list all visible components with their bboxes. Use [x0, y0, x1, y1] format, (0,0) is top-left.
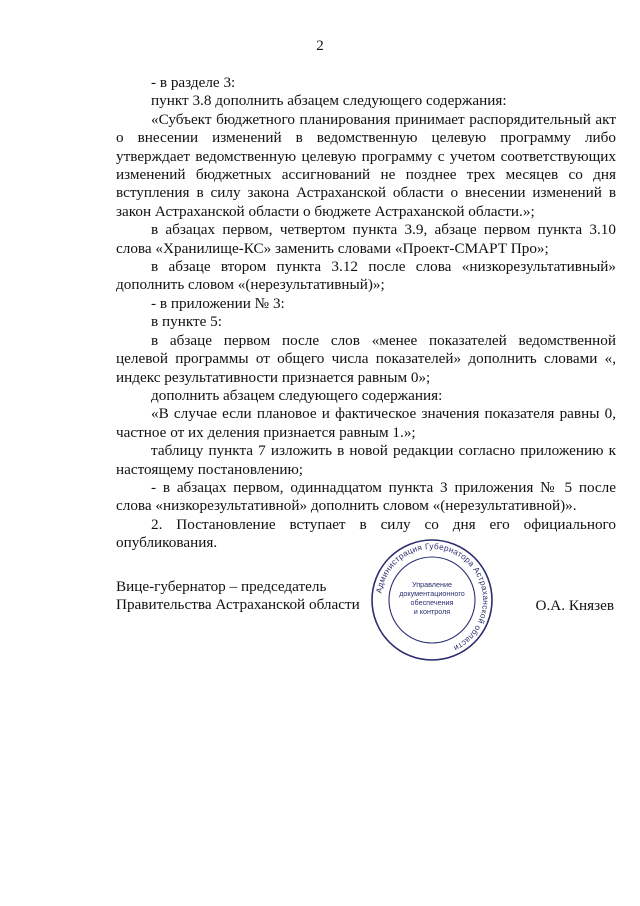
paragraph: - в приложении № 3:: [151, 294, 285, 312]
signatory-position: [116, 578, 360, 615]
stamp-outer-text: Администрация Губернатора Астраханской области: [374, 541, 491, 653]
paragraph: в абзаце втором пункта 3.12 после слова «низкорезультативный» дополнить словом «(нерезультативный)»;: [116, 258, 616, 294]
stamp-inner-line: Управление: [412, 580, 452, 589]
paragraph: пункт 3.8 дополнить абзацем следующего содержания:: [151, 92, 507, 110]
paragraph: - в разделе 3:: [151, 74, 236, 91]
stamp-inner-line: и контроля: [413, 607, 451, 616]
paragraph: в пункте 5:: [151, 313, 222, 331]
page-number: 2: [316, 38, 324, 54]
paragraph: 2. Постановление вступает в силу со дня его официального опубликования.: [116, 515, 616, 552]
paragraph: «Субъект бюджетного планирования принимает распорядительный акт о внесении изменений в ведомственную целевую программу либо утверждает ведомственную целевую программу с учетом соответствующих изменений бюджетных ассигнований не позднее трех месяцев со дня вступления в силу закона Астраханской области о внесении изменений в закон Астраханской области о бюджете Астраханской области.»;: [116, 110, 616, 220]
paragraph: в абзацах первом, четвертом пункта 3.9, абзаце первом пункта 3.10 слова «Хранилище-КС» заменить словами «Проект-СМАРТ Про»;: [116, 221, 616, 257]
signatory-name: О.А. Князев: [535, 597, 614, 614]
stamp-inner-line: документационного: [399, 589, 465, 598]
signatory-position-line: Вице-губернатор – председатель: [116, 578, 327, 595]
signatory-position-line: Правительства Астраханской области: [116, 596, 360, 614]
paragraph: дополнить абзацем следующего содержания:: [151, 386, 443, 404]
stamp-inner-line: обеспечения: [410, 598, 454, 607]
paragraph: таблицу пункта 7 изложить в новой редакции согласно приложению к настоящему постановлению;: [116, 442, 616, 478]
paragraph: «В случае если плановое и фактическое значения показателя равны 0, частное от их деления признается равным 1.»;: [116, 405, 616, 441]
official-stamp: [370, 538, 494, 662]
paragraph: - в абзацах первом, одиннадцатом пункта 3 приложения № 5 после слова «низкорезультативной» дополнить словом «(нерезультативной)».: [116, 478, 616, 515]
document-body: [116, 74, 616, 553]
paragraph: в абзаце первом после слов «менее показателей ведомственной целевой программы от общего числа показателей» дополнить словами «, индекс результативности признается равным 0»;: [116, 331, 616, 386]
